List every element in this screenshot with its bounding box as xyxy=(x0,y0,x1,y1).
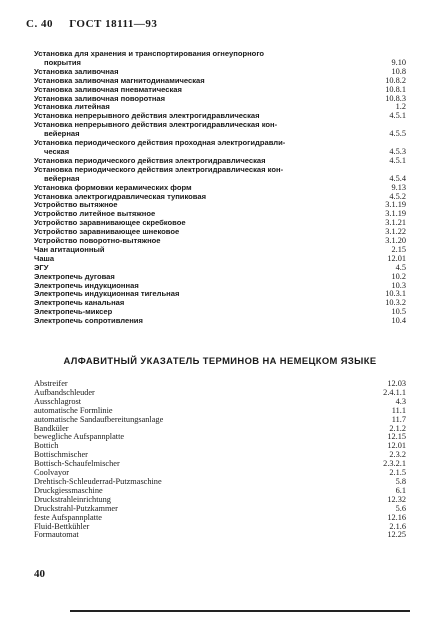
term-reference: 1.2 xyxy=(395,102,406,112)
term-text: Bottischmischer xyxy=(34,450,88,460)
term-text: Установка периодического действия проходная электрогидравли- xyxy=(34,138,286,148)
term-text: Установка непрерывного действия электрогидравлическая xyxy=(34,111,260,121)
term-reference: 9.10 xyxy=(391,57,406,67)
term-text: Устройство заравнивающее скребковое xyxy=(34,218,186,228)
term-reference: 5.8 xyxy=(395,476,406,486)
header-page-number: С. 40 xyxy=(26,18,53,30)
term-reference: 2.3.2 xyxy=(389,450,406,460)
term-text: Fluid-Bettkühler xyxy=(34,521,90,531)
term-text: Устройство заравнивающее шнековое xyxy=(34,227,180,237)
term-reference: 2.1.5 xyxy=(389,468,406,478)
russian-term-list xyxy=(34,50,406,326)
term-row xyxy=(34,514,406,523)
term-reference: 10.2 xyxy=(391,271,406,281)
term-reference: 10.3.2 xyxy=(385,298,406,308)
term-reference: 2.1.2 xyxy=(389,423,406,433)
page-header xyxy=(26,18,157,30)
term-reference: 10.8 xyxy=(391,66,406,76)
term-text: Электропечь-миксер xyxy=(34,307,113,317)
term-text: Установка формовки керамических форм xyxy=(34,182,192,192)
term-row xyxy=(34,121,406,130)
term-row xyxy=(34,433,406,442)
term-text: Установка электрогидравлическая тупиковая xyxy=(34,191,207,201)
term-reference: 12.03 xyxy=(387,379,406,388)
term-text: Coolvayor xyxy=(34,468,70,478)
term-text: Установка непрерывного действия электрогидравлическая кон- xyxy=(34,120,278,130)
term-text: Druckstrahleinrichtung xyxy=(34,494,111,504)
term-reference: 12.01 xyxy=(387,253,406,263)
term-text: Установка периодического действия электрогидравлическая кон- xyxy=(34,164,284,174)
term-text: Чан агитационный xyxy=(34,244,105,254)
term-text: Bandküler xyxy=(34,423,69,433)
term-reference: 4.3 xyxy=(395,396,406,406)
term-text: Druckstrahl-Putzkammer xyxy=(34,503,118,513)
term-text: Устройство вытяжное xyxy=(34,200,118,210)
term-reference: 4.5.4 xyxy=(389,173,406,183)
term-reference: 12.25 xyxy=(387,530,406,540)
term-text: Drehtisch-Schleuderrad-Putzmaschine xyxy=(34,476,162,486)
term-reference: 4.5.5 xyxy=(389,129,406,139)
term-text: automatische Formlinie xyxy=(34,405,113,415)
term-reference: 12.16 xyxy=(387,512,406,522)
term-text: вейерная xyxy=(44,129,80,139)
term-reference: 4.5.1 xyxy=(389,111,406,121)
term-row xyxy=(34,317,406,326)
section-title: АЛФАВИТНЫЙ УКАЗАТЕЛЬ ТЕРМИНОВ НА НЕМЕЦКОМ ЯЗЫКЕ xyxy=(63,355,377,366)
term-text: Druckgiessmaschine xyxy=(34,485,103,495)
term-reference: 10.3.1 xyxy=(385,289,406,299)
term-row xyxy=(34,531,406,540)
term-reference: 10.3 xyxy=(391,280,406,290)
term-row xyxy=(34,246,406,255)
term-reference: 10.8.3 xyxy=(385,93,406,103)
term-reference: 12.01 xyxy=(387,441,406,451)
term-text: Bottich xyxy=(34,441,59,451)
header-standard: ГОСТ 18111—93 xyxy=(69,18,158,30)
term-row xyxy=(34,255,406,264)
term-text: Установка заливочная магнитодинамическая xyxy=(34,75,205,85)
term-reference: 5.6 xyxy=(395,503,406,513)
term-reference: 10.8.1 xyxy=(385,84,406,94)
term-text: Установка периодического действия электрогидравлическая xyxy=(34,155,266,165)
term-reference: 4.5.2 xyxy=(389,191,406,201)
term-text: Aufbandschleuder xyxy=(34,387,95,397)
page-number: 40 xyxy=(34,568,45,580)
term-reference: 3.1.19 xyxy=(385,209,406,219)
term-reference: 2.15 xyxy=(391,244,406,254)
term-reference: 3.1.22 xyxy=(385,227,406,237)
term-reference: 2.1.6 xyxy=(389,521,406,531)
term-text: automatische Sandaufbereitungsanlage xyxy=(34,414,164,424)
term-text: Электропечь индукционная xyxy=(34,280,139,290)
term-text: Установка заливочная поворотная xyxy=(34,93,166,103)
term-reference: 3.1.20 xyxy=(385,236,406,246)
term-reference: 2.3.2.1 xyxy=(383,459,406,469)
bottom-rule xyxy=(70,610,410,612)
term-reference: 4.5.1 xyxy=(389,155,406,165)
term-text: Bottisch-Schaufelmischer xyxy=(34,459,120,469)
term-text: Установка для хранения и транспортирования огнеупорного xyxy=(34,49,265,58)
term-text: Formautomat xyxy=(34,530,79,540)
term-reference: 4.5.3 xyxy=(389,146,406,156)
term-reference: 12.15 xyxy=(387,432,406,442)
term-row xyxy=(34,460,406,469)
term-text: Установка заливочная xyxy=(34,66,119,76)
term-text: bewegliche Aufspannplatte xyxy=(34,432,125,442)
term-reference: 11.7 xyxy=(391,414,406,424)
term-text: Электропечь дуговая xyxy=(34,271,115,281)
term-text: Устройство поворотно-вытяжное xyxy=(34,236,161,246)
term-text: вейерная xyxy=(44,173,80,183)
term-reference: 3.1.21 xyxy=(385,218,406,228)
term-text: Ausschlagrost xyxy=(34,396,82,406)
term-text: Устройство литейное вытяжное xyxy=(34,209,156,219)
term-text: feste Aufspannplatte xyxy=(34,512,102,522)
term-reference: 2.4.1.1 xyxy=(383,387,406,397)
term-row xyxy=(34,442,406,451)
term-reference: 10.5 xyxy=(391,307,406,317)
term-row xyxy=(34,166,406,175)
term-row xyxy=(34,523,406,532)
german-term-list xyxy=(34,380,406,540)
term-reference: 6.1 xyxy=(395,485,406,495)
term-text: покрытия xyxy=(44,57,81,67)
term-reference: 10.8.2 xyxy=(385,75,406,85)
term-row xyxy=(34,139,406,148)
term-reference: 4.5 xyxy=(395,262,406,272)
term-row xyxy=(34,50,406,59)
term-reference: 12.32 xyxy=(387,494,406,504)
term-text: Электропечь индукционная тигельная xyxy=(34,289,180,299)
term-text: Электропечь канальная xyxy=(34,298,125,308)
term-text: ЭГУ xyxy=(34,262,49,272)
term-reference: 10.4 xyxy=(391,316,406,326)
term-reference: 3.1.19 xyxy=(385,200,406,210)
term-reference: 11.1 xyxy=(391,405,406,415)
term-text: Abstreifer xyxy=(34,379,68,388)
term-reference: 9.13 xyxy=(391,182,406,192)
term-text: Установка литейная xyxy=(34,102,110,112)
term-text: Электропечь сопротивления xyxy=(34,316,143,326)
term-row xyxy=(34,389,406,398)
term-row xyxy=(34,416,406,425)
term-text: ческая xyxy=(44,146,70,156)
term-text: Чаша xyxy=(34,253,55,263)
term-text: Установка заливочная пневматическая xyxy=(34,84,182,94)
